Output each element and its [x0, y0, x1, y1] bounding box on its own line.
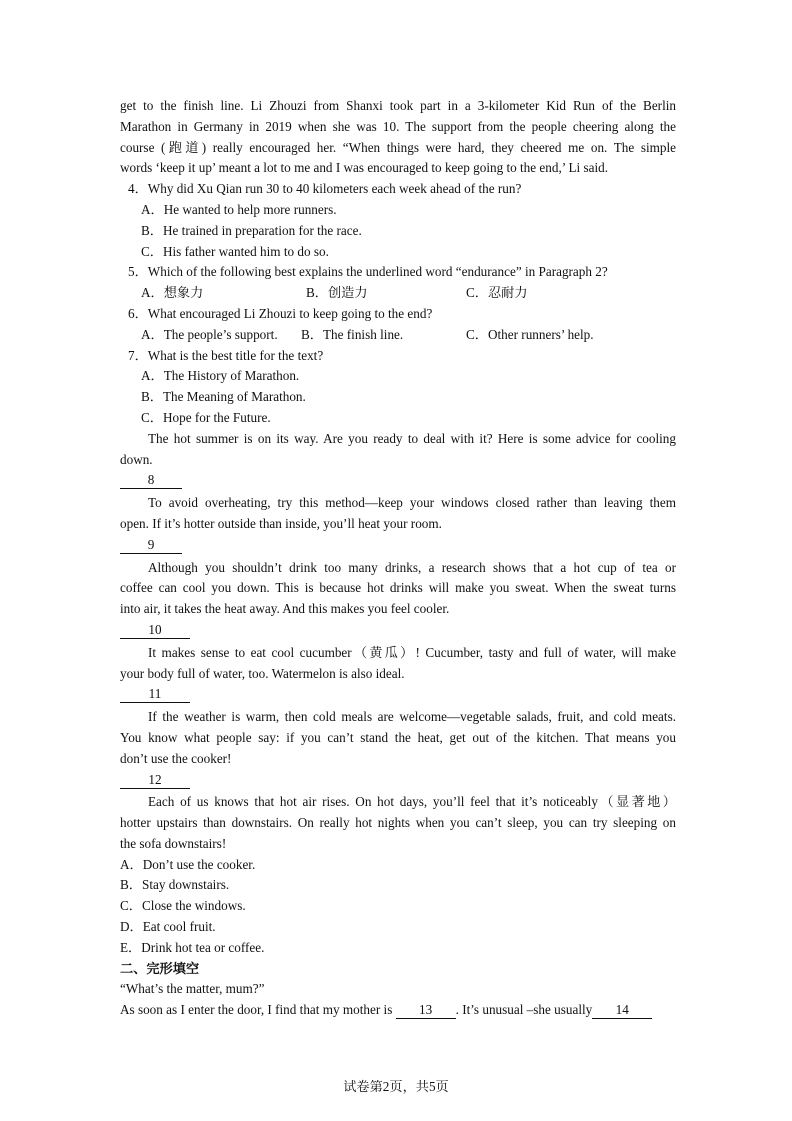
question-4-stem: 4．Why did Xu Qian run 30 to 40 kilometers each week ahead of the run? [128, 181, 522, 197]
cloze-text: . It’s unusual –she usually [455, 1002, 593, 1018]
paragraph-12-line: hotter upstairs than downstairs. On really hot nights when you can’t sleep, you can try sleeping on [120, 815, 676, 831]
exam-page-content [120, 96, 676, 1021]
question-5-option-b: B．创造力 [306, 285, 368, 301]
question-6-stem: 6．What encouraged Li Zhouzi to keep going to the end? [128, 305, 433, 321]
cloze-line-2 [120, 1000, 676, 1021]
paragraph-8-line: To avoid overheating, try this method—keep your windows closed rather than leaving them [148, 495, 676, 511]
paragraph-12-line: the sofa downstairs! [120, 835, 227, 851]
question-5-options [120, 283, 676, 304]
choice-option-b: B．Stay downstairs. [120, 877, 230, 893]
question-6-option-a: A．The people’s support. [141, 326, 278, 342]
paragraph-8-line: open. If it’s hotter outside than inside, you’ll heat your room. [120, 515, 442, 531]
answer-blank-14[interactable]: 14 [592, 1002, 652, 1019]
question-6-option-c: C．Other runners’ help. [466, 326, 594, 342]
question-6-options [120, 325, 676, 346]
answer-blank-12[interactable]: 12 [120, 772, 190, 789]
choice-option-a: A．Don’t use the cooker. [120, 856, 256, 872]
answer-blank-13[interactable]: 13 [396, 1002, 456, 1019]
answer-blank-11[interactable]: 11 [120, 686, 190, 703]
choice-option-e: E．Drink hot tea or coffee. [120, 939, 265, 955]
cooling-intro-line: The hot summer is on its way. Are you ready to deal with it? Here is some advice for cooling [148, 430, 676, 446]
question-6-option-b: B．The finish line. [301, 326, 404, 342]
question-7-stem: 7．What is the best title for the text? [128, 347, 324, 363]
question-7-option-c: C．Hope for the Future. [141, 409, 271, 425]
question-7-option-b: B．The Meaning of Marathon. [141, 389, 306, 405]
paragraph-11-line: If the weather is warm, then cold meals are welcome—vegetable salads, fruit, and cold meats. [148, 709, 676, 725]
answer-blank-10[interactable]: 10 [120, 622, 190, 639]
paragraph-9-line: into air, it takes the heat away. And this makes you feel cooler. [120, 601, 450, 617]
question-5-option-c: C．忍耐力 [466, 285, 528, 301]
choice-option-c: C．Close the windows. [120, 898, 246, 914]
passage-line: Marathon in Germany in 2019 when she was 10. The support from the people cheering along the [120, 118, 676, 134]
paragraph-10-line: It makes sense to eat cool cucumber（黄瓜）! Cucumber, tasty and full of water, will make [148, 644, 676, 660]
paragraph-10-line: your body full of water, too. Watermelon is also ideal. [120, 665, 405, 681]
answer-blank-9[interactable]: 9 [120, 537, 182, 554]
question-5-option-a: A．想象力 [141, 285, 204, 301]
paragraph-11-line: don’t use the cooker! [120, 750, 232, 766]
choice-option-d: D．Eat cool fruit. [120, 919, 216, 935]
passage-line: words ‘keep it up’ meant a lot to me and I was encouraged to keep going to the end,’ Li said. [120, 160, 609, 176]
question-4-option-a: A．He wanted to help more runners. [141, 201, 337, 217]
paragraph-12-line: Each of us knows that hot air rises. On hot days, you’ll feel that it’s noticeably（显著地） [148, 794, 676, 810]
question-5-stem: 5．Which of the following best explains the underlined word “endurance” in Paragraph 2? [128, 264, 608, 280]
paragraph-9-line: coffee can cool you down. This is because hot drinks will make you sweat. When the sweat turns [120, 580, 676, 596]
paragraph-9-line: Although you shouldn’t drink too many drinks, a research shows that a hot cup of tea or [148, 559, 676, 575]
passage-line: get to the finish line. Li Zhouzi from Shanxi took part in a 3-kilometer Kid Run of the Berlin [120, 98, 676, 113]
passage-line: course (跑道) really encouraged her. “When things were hard, they cheered me on. The simple [120, 139, 676, 155]
paragraph-11-line: You know what people say: if you can’t stand the heat, get out of the kitchen. That means you [120, 729, 676, 745]
cooling-intro-line: down. [120, 451, 153, 467]
page-footer: 试卷第2页，共5页 [343, 1079, 449, 1094]
cloze-text: As soon as I enter the door, I find that my mother is [120, 1002, 393, 1018]
answer-blank-8[interactable]: 8 [120, 472, 182, 489]
question-4-option-c: C．His father wanted him to do so. [141, 243, 329, 259]
section-heading: 二、完形填空 [120, 960, 200, 976]
question-4-option-b: B．He trained in preparation for the race. [141, 222, 362, 238]
question-7-option-a: A．The History of Marathon. [141, 368, 300, 384]
cloze-line-1: “What’s the matter, mum?” [120, 981, 265, 997]
